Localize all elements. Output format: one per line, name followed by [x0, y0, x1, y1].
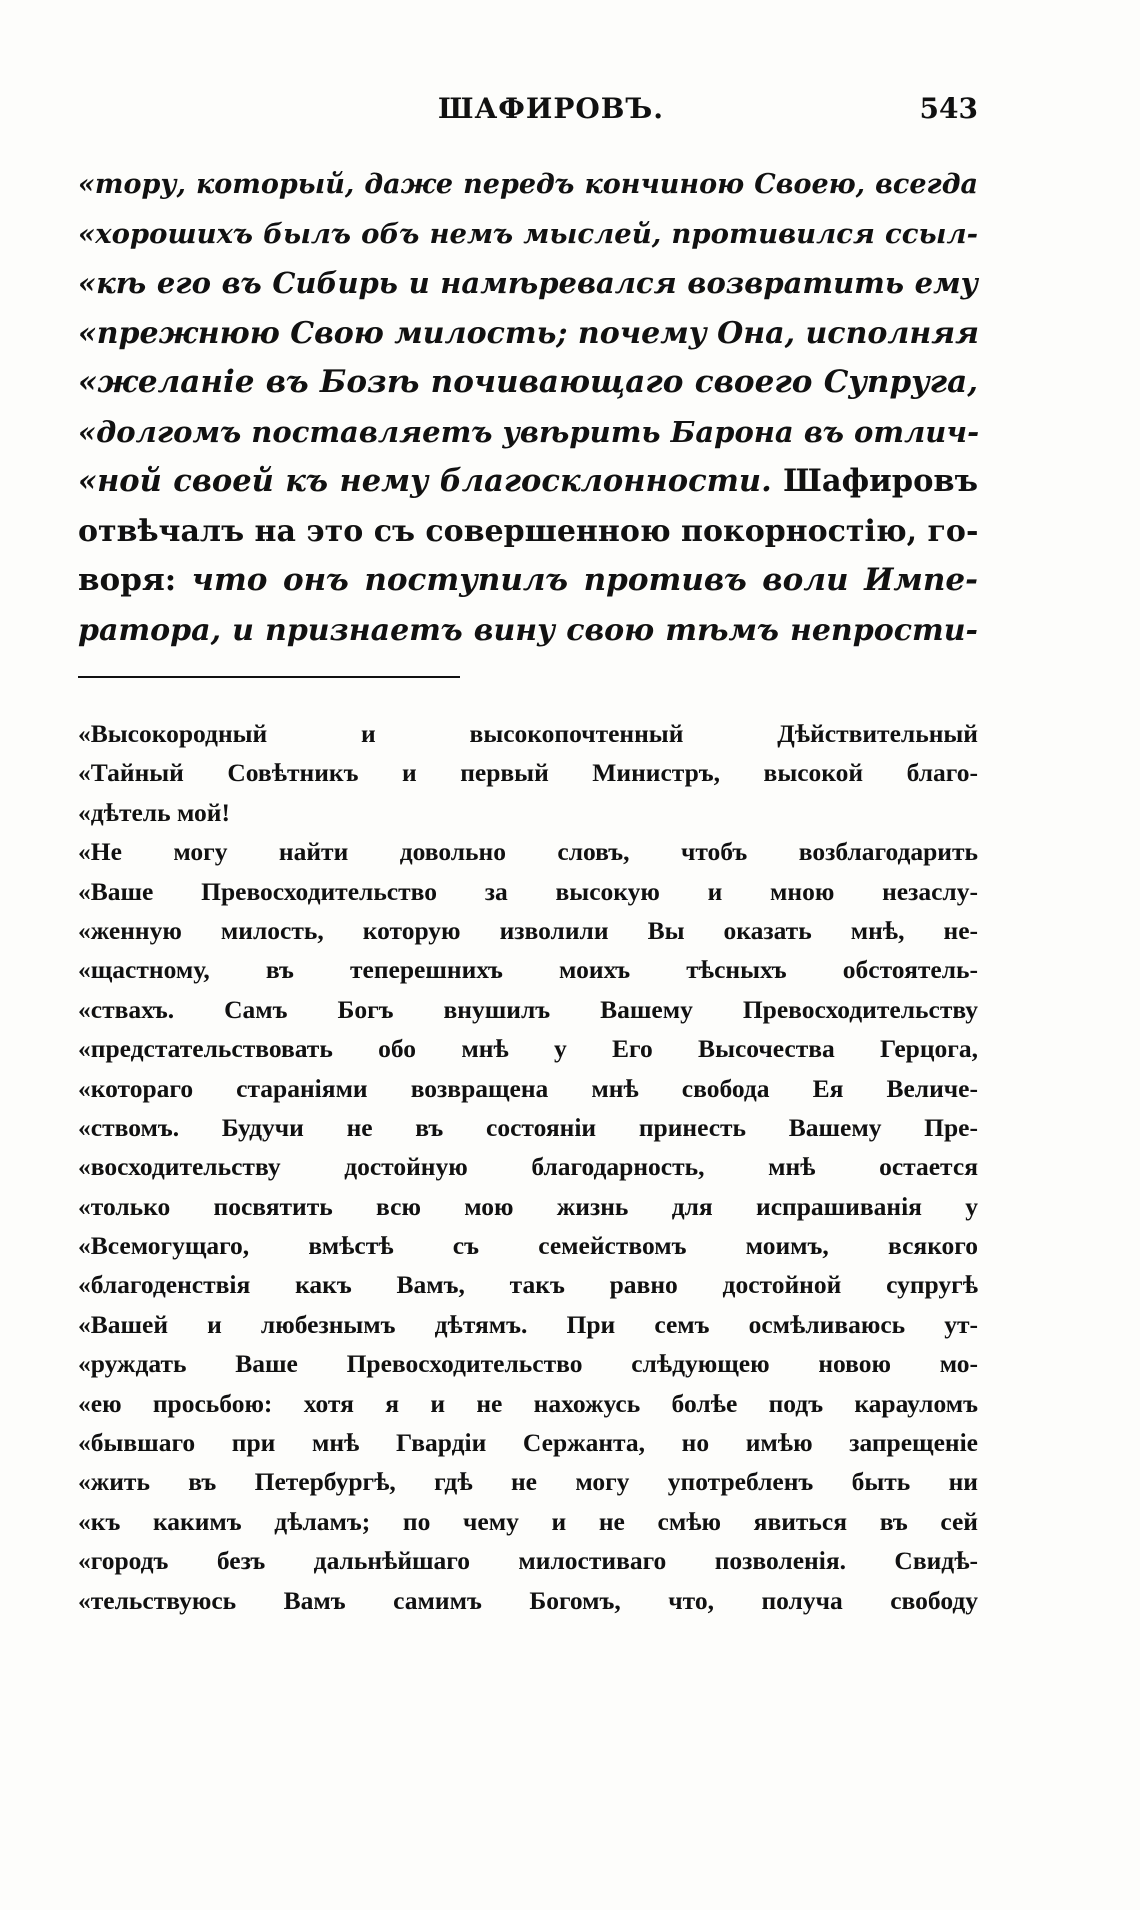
footnote-line: «восходительству достойную благодарность, мнѣ остается — [78, 1152, 978, 1182]
footnote-line: «тельствуюсь Вамъ самимъ Богомъ, что, получа свободу — [78, 1585, 978, 1615]
footnote-line: «щастному, въ теперешнихъ моихъ тѣсныхъ обстоятель- — [78, 955, 978, 985]
text-segment: ратора, и признаетъ вину свою тѣмъ непрости- — [78, 612, 978, 648]
footnote-line: «городъ безъ дальнѣйшаго милостиваго позволенія. Свидѣ- — [78, 1546, 978, 1576]
footnote-line: «ею просьбою: хотя я и не нахожусь болѣе подъ карауломъ — [78, 1388, 978, 1418]
main-text-line — [78, 457, 978, 507]
page-number: 543 — [919, 92, 978, 125]
footnote-line: «жить въ Петербургѣ, гдѣ не могу употребленъ быть ни — [78, 1467, 978, 1497]
footnote-line: «бывшаго при мнѣ Гвардіи Сержанта, но имѣю запрещеніе — [78, 1428, 978, 1458]
footnote-line: «къ какимъ дѣламъ; по чему и не смѣю явиться въ сей — [78, 1506, 978, 1536]
text-segment: «тору, который, даже передъ кончиною Своею, всегда — [78, 169, 978, 200]
footnote-line: «женную милость, которую изволили Вы оказать мнѣ, не- — [78, 915, 978, 945]
footnote-separator — [78, 676, 460, 678]
main-text-line — [78, 259, 978, 309]
footnote-line: «дѣтель мой! — [78, 797, 230, 827]
footnote-line: «ствомъ. Будучи не въ состояніи принесть Вашему Пре- — [78, 1112, 978, 1142]
main-text-line — [78, 210, 978, 260]
main-text-line — [78, 309, 978, 359]
text-segment: отвѣчалъ на это съ совершенною покорностію, го- — [78, 513, 979, 549]
main-text-line — [78, 606, 978, 656]
footnote-line: «только посвятить всю мою жизнь для испрашиванія у — [78, 1191, 978, 1221]
text-segment: «желаніе въ Бозѣ почивающаго своего Супруга, — [78, 364, 978, 400]
text-segment: воря: — [78, 562, 192, 598]
footnote-line: «предстательствовать обо мнѣ у Его Высочества Герцога, — [78, 1034, 978, 1064]
main-text-line — [78, 556, 978, 606]
footnote-line: «котораго стараніями возвращена мнѣ свобода Ея Величе- — [78, 1073, 978, 1103]
page-header — [78, 92, 978, 132]
main-text-block — [78, 160, 978, 655]
footnote-line: «Не могу найти довольно словъ, чтобъ возблагодарить — [78, 837, 978, 867]
footnote-line: «Ваше Превосходительство за высокую и мною незаслу- — [78, 876, 978, 906]
main-text-line — [78, 358, 978, 408]
text-segment: «прежнюю Свою милость; почему Она, исполняя — [78, 315, 979, 351]
text-segment: что онъ поступилъ противъ воли Импе- — [191, 562, 979, 598]
main-text-line — [78, 408, 978, 458]
text-segment: «долгомъ поставляетъ увѣрить Барона въ отлич- — [78, 414, 980, 449]
footnote-line: «благоденствія какъ Вамъ, такъ равно достойной супругѣ — [78, 1270, 978, 1300]
footnote-line: «ствахъ. Самъ Богъ внушилъ Вашему Превосходительству — [78, 994, 978, 1024]
footnote-line: «Вашей и любезнымъ дѣтямъ. При семъ осмѣливаюсь ут- — [78, 1309, 978, 1339]
text-segment: Шафировъ — [771, 463, 978, 499]
footnote-line: «Высокородный и высокопочтенный Дѣйствительный — [78, 719, 978, 748]
text-segment: «хорошихъ былъ объ немъ мыслей, противился ссыл- — [78, 217, 978, 250]
footnote-block — [78, 714, 978, 1620]
text-segment: «кѣ его въ Сибирь и намѣревался возвратить ему — [78, 266, 978, 300]
footnote-line: «руждать Ваше Превосходительство слѣдующею новою мо- — [78, 1349, 978, 1379]
text-segment: «ной своей къ нему благосклонности. — [78, 463, 772, 499]
running-head: ШАФИРОВЪ. — [438, 92, 664, 125]
footnote-line: «Тайный Совѣтникъ и первый Министръ, высокой благо- — [78, 758, 978, 788]
main-text-line — [78, 507, 978, 557]
footnote-line: «Всемогущаго, вмѣстѣ съ семействомъ моимъ, всякого — [78, 1231, 978, 1261]
main-text-line — [78, 160, 978, 210]
